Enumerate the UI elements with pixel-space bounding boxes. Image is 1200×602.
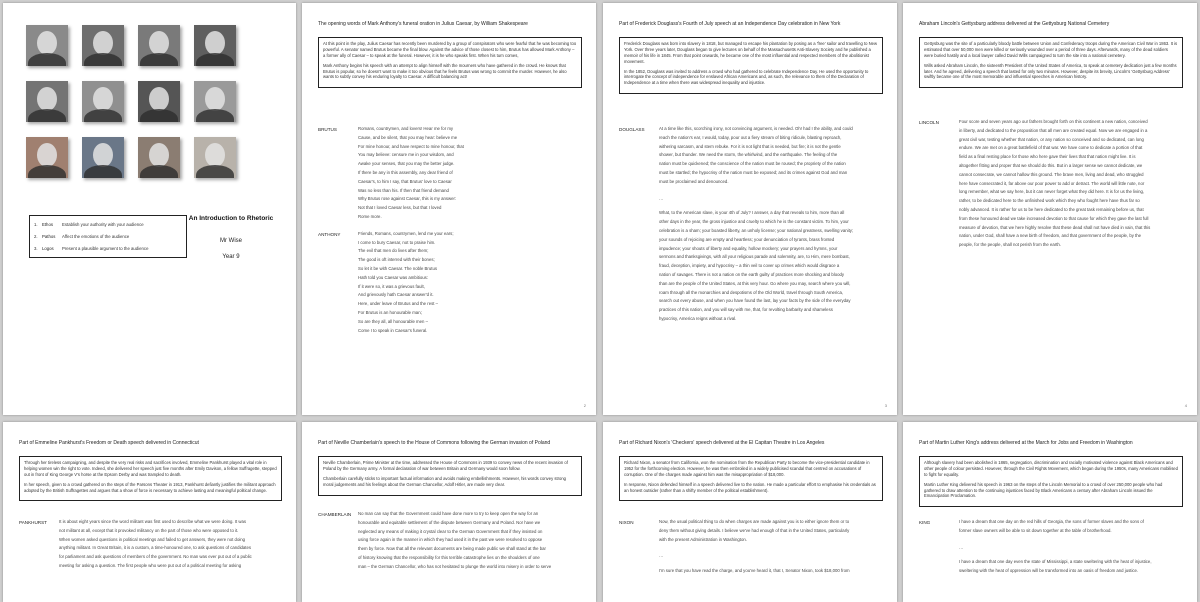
speech-line: Romans, countrymen, and lovers! Hear me for my [358,126,454,131]
legend-number: 2. [34,233,38,239]
portrait-photo [82,25,124,66]
speech-line: If there be any in this assembly, any dear friend of [358,169,453,175]
speech-line: At a time like this, scorching irony, not convincing argument, is needed. Oh! had I the ability, and could [659,126,853,131]
intro-box [919,456,1183,507]
legend-row [34,219,182,231]
speaker-name: ANTHONY [318,231,341,237]
legend-term: Ethos [42,221,53,227]
speech-line: great civil war, testing whether that nation, or any nation so conceived and so dedicated, can long [959,136,1144,142]
speech-line: here have consecrated it, far above our poor power to add or detract. The world will little note, nor [959,180,1145,186]
speech-line: The good is oft interred with their bones; [358,257,435,263]
page-number: 4 [1184,403,1187,409]
speaker-name: KING [919,520,931,525]
legend-term: Logos [42,245,54,251]
speech-lines [959,518,1183,536]
portrait-photo [194,81,236,122]
speech-line: fraud, deception, impiety, and hypocrisy – a thin veil to cover up crimes which would disgrace a [659,263,840,269]
speaker-name [619,567,659,576]
portrait-photo [138,137,180,178]
speech-line: them by force. Now that all the relevant documents are being made public we shall stand at the bar [358,546,546,552]
speech-line: search out every abuse, and when you have found the last, lay your facts by the side of the everyday [659,298,851,304]
speech-line: It is about eight years since the word militant was first used to describe what we were doing. It was [59,519,247,524]
speech-line: celebration is a sham; your boasted liberty, an unholy license; your national greatness, swelling vanity; [659,227,854,233]
speech-line: must be proclaimed and denounced. [659,178,729,184]
rhetoric-legend [29,215,187,258]
speech-line: field as a final resting place for those who here gave their lives that that nation might live. It is [959,154,1136,160]
speech-line: Four score and seven years ago our fathers brought forth on this continent a new nation, conceived [959,119,1148,124]
speaker-name [619,209,659,323]
speech-line: sermons and thanksgivings, with all your religious parade and solemnity, are, to Him, mere bombast, [659,254,850,260]
speaker-name [919,558,959,576]
intro-box [19,456,282,501]
cover-page[interactable] [3,3,296,415]
intro-box [919,37,1183,88]
speech-lines [659,125,883,187]
legend-description: Establish your authority with your audience [62,221,144,227]
portrait-photo [194,25,236,66]
speech-line: with the present Administration in Washington. [659,536,747,542]
speech-text [619,518,883,584]
legend-description: Affect the emotions of the audience [62,233,130,239]
page-title: The opening words of Mark Anthony's funeral oration in Julius Caesar, by William Shakespeare [318,21,528,27]
speech-line: Here, under leave of Brutus and the rest – [358,301,439,307]
speech-line: I'm sure that you have read the charge, and you've heard it, that I, Senator Nixon, took $18,000 from [659,568,850,574]
speech-line: than are the people of the United States, at this very hour. Go where you may, search where you will, [659,280,851,286]
portrait-photo [26,81,68,122]
speech-page[interactable] [903,3,1197,415]
speech-line: Hath told you Caesar was ambitious: [358,274,428,280]
speech-line: For mine honour, and have respect to mine honour, that [358,143,464,149]
page-title: Part of Emmeline Pankhurst's Freedom or Death speech delivered in Connecticut [19,440,199,446]
speech-line: You may believe: censure me in your wisdom, and [358,152,454,158]
speech-line: nation must be quickened; the conscience of the nation must be roused; the propriety of the nation [659,161,846,167]
speech-line: Now, the usual political thing to do when charges are made against you is to either ignore them or to [659,519,850,524]
speaker-name: PANKHURST [19,520,47,525]
speech-line: I come to bury Caesar, not to praise him. [358,239,436,245]
speech-line: using force again in the manner in which they had used it in the past we were resolved to oppose [358,537,543,543]
cover-title: An Introduction to Rhetoric [188,215,274,222]
speech-line: Was no less than his. If then that friend demand [358,187,449,193]
speech-line: not militant at all, except that it provoked militancy on the part of those who were opposed to it. [59,527,239,533]
speech-block [919,118,1183,250]
intro-box [619,456,883,501]
speech-lines [358,510,582,572]
speech-line: reach the nation's ear, I would, today, pour out a fiery stream of biting ridicule, blasting reproach, [659,134,842,140]
speech-line: And grievously hath Caesar answer'd it. [358,292,434,298]
speech-line: withering sarcasm, and stern rebuke. For it is not light that is needed, but fire; it is not the gentle [659,143,841,149]
speech-block [619,209,883,323]
legend-description: Present a plausible argument to the audience [62,245,149,251]
ellipsis-separator: … [659,195,664,201]
speech-block [619,518,883,544]
intro-paragraph: Frederick Douglass was born into slavery in 1818, but managed to escape his plantation by posing as a 'free' sailor and travelling to New York. Over three years later, Douglass began to give lectures on behalf of the Massachusetts Anti-Slavery Society and he published a memoir of his life in 1845. From that point onwards, he became one of the most influential and respected members of the abolitionist movement. [624,41,877,64]
speaker-name: DOUGLASS [619,127,645,132]
speech-line: No man can say that the Government could have done more to try to keep open the way for an [358,511,539,516]
speech-line: nation, under God, shall have a new birth of freedom, and that government of the people, by the [959,233,1142,239]
portrait-photo [138,81,180,122]
page-title: Part of Richard Nixon's 'Checkers' speech delivered at the El Capitan Theatre in Los Angeles [619,440,825,446]
speech-text [919,518,1183,584]
speech-text [318,510,582,580]
speech-text [318,125,582,343]
speech-line: former slave owners will be able to sit down together at the table of brotherhood. [959,527,1112,533]
speech-line: anything militant. In Great Britain, it is a custom, a time-honoured one, to ask questions of candidates [59,545,252,551]
speech-line: What, to the American slave, is your 4th of July? I answer, a day that reveals to him, more than all [659,210,845,216]
speech-block [19,518,282,571]
intro-paragraph: Martin Luther King delivered his speech in 1963 on the steps of the Lincoln Memorial to a crowd of over 250,000 people who had gathered to draw attention to the continuing injustices faced by Black Americans a century after Abraham Lincoln issued the Emancipation Proclamation. [924,481,1163,499]
speech-line: impudence; your shouts of liberty and equality, hollow mockery; your prayers and hymns, your [659,245,838,251]
speech-line: Friends, Romans, countrymen, lend me your ears; [358,230,454,236]
speech-line: meeting for asking a question. The first people who were put out of a political meeting for asking [59,562,242,568]
speech-line: For Brutus is an honourable man; [358,309,422,315]
speech-line: nobly advanced. It is rather for us to be here dedicated to the great task remaining before us, that [959,206,1144,212]
speaker-name: LINCOLN [919,120,939,125]
legend-number: 3. [34,245,38,251]
speech-page[interactable] [603,422,897,602]
speech-lines [59,518,282,571]
page-title: Part of Martin Luther King's address delivered at the March for Jobs and Freedom in Washington [919,440,1133,446]
speech-line: I have a dream that one day on the red hills of Georgia, the sons of former slaves and the sons of [959,519,1144,524]
speech-line: Caesar's, to him I say, that Brutus' love to Caesar [358,178,452,184]
speech-line: If it were so, it was a grievous fault, [358,283,425,289]
speech-line: cannot consecrate, we cannot hallow this ground. The brave men, living and dead, who struggled [959,171,1144,177]
speech-lines [959,558,1183,576]
speech-line: Come I to speak in Caesar's funeral. [358,327,428,333]
speech-line: people, for the people, shall not perish from the earth. [959,242,1061,248]
speech-block [318,230,582,336]
speech-lines [659,518,883,544]
legend-term: Pathos [42,233,56,239]
speech-line: your sounds of rejoicing are empty and heartless; your denunciation of tyrants, brass fronted [659,236,835,242]
speech-line: sweltering with the heat of oppression will be transformed into an oasis of freedom and justice. [959,568,1139,574]
speech-line: Not that I loved Caesar less, but that I loved [358,205,442,211]
portrait-photo [26,25,68,66]
speech-line: other days in the year, the gross injustice and cruelty to which he is the constant victim. To him, your [659,219,849,225]
intro-paragraph: Although slavery had been abolished in 1865, segregation, discrimination and racially motivated violence against Black Americans and other people of colour persisted. However, through the Civil Rights Movement, which began during the 1950s, many Americans mobilised to fight for equality. [924,460,1178,477]
speech-line: I have a dream that one day even the state of Mississippi, a state sweltering with the heat of injustice, [959,559,1152,565]
speech-line: neglected any means of making it crystal clear to the German Government that if they insisted on [358,528,543,534]
speech-line: Rome more. [358,213,382,219]
intro-paragraph: In the 1852, Douglass was invited to address a crowd who had gathered to celebrate Independence Day. He used the opportunity to interrogate the concept of independence for enslaved African Americans and, as such, the relevance to them of the Declaration of Independence at a time when there was widespread inequality and injustice. [624,68,869,86]
speaker-name: CHAMBERLAIN [318,512,352,517]
speech-block [619,567,883,576]
speech-line: Why Brutus rose against Caesar, this is my answer: [358,196,457,202]
speech-line: hypocrisy, America reigns without a rival. [659,315,737,321]
speech-block [619,125,883,187]
speech-line: rather, to be dedicated here to the unfinished work which they who fought here have thus far so [959,198,1140,204]
cover-year: Year 9 [222,254,240,260]
speech-line: in liberty, and dedicated to the proposition that all men are created equal. Now we are engaged in a [959,127,1148,133]
speech-line: So let it be with Caesar. The noble Brutus [358,265,437,271]
portrait-grid [26,25,241,193]
speech-line: So are they all, all honourable men – [358,318,428,324]
speech-text [619,125,883,332]
speaker-name: NIXON [619,520,634,525]
portrait-photo [26,137,68,178]
speech-line: nation of savages. There is not a nation on the earth guilty of practices more shocking and bloody [659,271,845,277]
page-number: 2 [583,403,586,409]
intro-paragraph: Wills asked Abraham Lincoln, the sixteenth President of the United States of America, to speak at cemetery dedication just a few months later. And he agreed, delivering a speech that lasted for only two minutes. However, despite its brevity, Lincoln's 'Gettysburg Address' swiftly became one of the most memorable and influential speeches in American history. [924,62,1177,80]
speech-page[interactable] [903,422,1197,602]
speech-line: measure of devotion, that we here highly resolve that these dead shall not have died in vain, that this [959,224,1151,230]
speaker-name: BRUTUS [318,127,337,132]
intro-paragraph: Through her tireless campaigning, and despite the very real risks and sacrifices involved, Emmeline Pankhurst played a vital role in helping women win the right to vote. Indeed, she delivered her speech just five months after Emily Davison, a fellow Suffragette, stepped out in front of King George V's horse at the Epsom Derby and was trampled to death. [24,460,277,477]
speech-line: must be startled; the hypocrisy of the nation must be exposed; and its crimes against God and man [659,169,848,175]
speech-page[interactable] [603,3,897,415]
intro-paragraph: Gettysburg was the site of a particularly bloody battle between Union and Confederacy troops during the American Civil War in 1863. It is estimated that over 50,000 men were killed or seriously wounded over a period of three days. Afterwards, many of the dead soldiers were buried hastily and a local lawyer called David Wills campaigned to turn the site into a national cemetery. [924,41,1178,58]
speech-line: The evil that men do lives after them; [358,248,429,254]
legend-row [34,231,182,243]
speech-block [919,558,1183,576]
page-title: Abraham Lincoln's Gettysburg address delivered at the Gettysburg National Cemetery [919,21,1110,27]
page-title: Part of Neville Chamberlain's speech to the House of Commons following the German invasion of Poland [318,440,551,446]
speech-line: deny them without giving details. I believe we've had enough of that in the United States, particularly [659,527,850,533]
portrait-photo [194,137,236,178]
intro-paragraph: In response, Nixon defended himself in a speech delivered live to the nation. He made a particular effort to emphasise his credentials as an honest outsider (rather than a shifty member of the political establishment). [624,481,876,493]
intro-box [318,37,582,88]
legend-number: 1. [34,221,38,227]
ellipsis-separator: … [959,544,964,550]
speech-lines [358,125,582,222]
page-title: Part of Frederick Douglass's Fourth of July speech at an Independence Day celebration in New York [619,21,841,27]
cover-teacher: Mr Wise [220,238,242,244]
speech-line: honourable and equitable settlement of the dispute between Germany and Poland. Nor have we [358,519,541,525]
portrait-photo [138,25,180,66]
page-number: 3 [884,403,887,409]
speech-lines [959,118,1183,250]
intro-paragraph: Chamberlain carefully sticks to important factual information and avoids making embellishments. However, his words convey strong moral judgements and his feelings about the German Chancellor, Adolf Hitler, are made very clear. [323,475,566,487]
intro-paragraph: At this point in the play, Julius Caesar has recently been murdered by a group of conspirators who were fearful that he was becoming too powerful. A senator named Brutus became the final blow. Against the advice of those closest to him, Brutus has allowed Mark Anthony – a former ally of Caesar – to speak at the funeral. However, it is he who speaks first. When his turn comes, [323,41,577,58]
speech-block [318,510,582,572]
speech-line: Awake your senses, that you may the better judge. [358,161,455,167]
legend-row [34,243,182,255]
speech-line: from these honoured dead we take increased devotion to that cause for which they gave the last full [959,215,1149,221]
speech-text [919,118,1183,258]
speech-line: long remember, what we say here, but it can never forget what they did here. It is for us the living, [959,189,1145,195]
speech-line: roam through all the monarchies and despotisms of the Old World, travel through South America, [659,289,844,295]
intro-paragraph: Neville Chamberlain, Prime Minister at the time, addressed the House of Commons in 1939 to convey news of the recent invasion of Poland by the Germany army. A formal declaration of war between Britain and Germany would soon follow. [323,460,568,471]
speech-line: man – the German Chancellor, who has not hesitated to plunge the world into misery in order to serve [358,563,552,569]
speech-line: altogether fitting and proper that we should do this. But in a larger sense we cannot dedicate, we [959,162,1143,168]
intro-box [619,37,883,94]
portrait-photo [82,81,124,122]
speech-page[interactable] [302,422,596,602]
speech-line: endure. We are met on a great battlefield of that war. We have come to dedicate a portion of that [959,145,1143,151]
speech-block [318,125,582,222]
portrait-photo [82,137,124,178]
speech-line: shower, but thunder. We need the storm, the whirlwind, and the earthquake. The feeling of the [659,152,838,158]
speech-line: for parliament and ask questions of members of the government. No man was ever put out of a public [59,554,252,560]
speech-lines [659,567,883,576]
speech-line: practices of this nation, and you will say with me, that, for revolting barbarity and shameless [659,307,833,313]
intro-paragraph: Mark Anthony begins his speech with an attempt to align himself with the mourners who have gathered in the crowd. He knows that Brutus is popular, so he doesn't want to make it too obvious that he feels Brutus was wrong to commit the murder. However, he also wants to subtly convey his enduring loyalty to Caesar. A difficult balancing act! [323,62,567,80]
speech-page[interactable] [3,422,296,602]
speech-line: When women asked questions in political meetings and failed to get answers, they were not doing [59,536,246,542]
intro-box [318,456,582,496]
speech-text [19,518,282,579]
intro-paragraph: In her speech, given to a crowd gathered on the steps of the Parsons Theater in 1913, Pankhurst defiantly justifies the militant approach adopted by the British Suffragettes and argues that a show of force is necessary to achieve lasting and meaningful political change. [24,481,276,493]
speech-lines [659,209,883,323]
ellipsis-separator: … [659,553,664,559]
speech-block [919,518,1183,536]
speech-lines [358,230,582,336]
intro-paragraph: Richard Nixon, a senator from California, won the nomination from the Republican Party to become the vice-presidential candidate in 1952 for the forthcoming election. However, he was then embroiled in a widely publicised scandal that centred on accusations of corruption. One of the charges made against him was the misappropriation of $18,000. [624,460,870,477]
speech-line: of history knowing that the responsibility for this terrible catastrophe lies on the shoulders of one [358,554,540,560]
speech-page[interactable] [302,3,596,415]
speech-line: Cause, and be silent, that you may hear: believe me [358,134,458,140]
